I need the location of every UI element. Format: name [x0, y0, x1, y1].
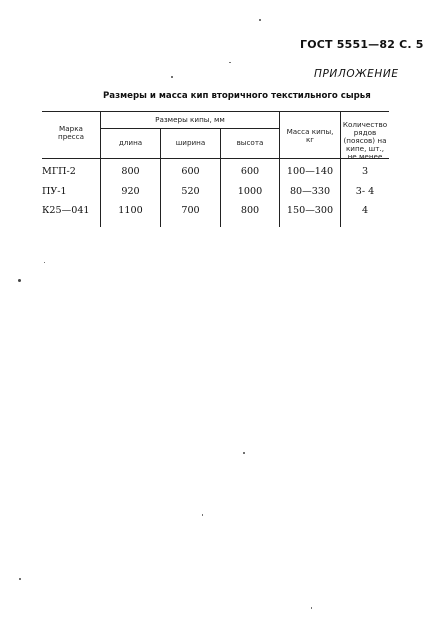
appendix-label: ПРИЛОЖЕНИЕ [314, 68, 399, 80]
cell-brand: ПУ-1 [42, 186, 67, 197]
gost-page-header: ГОСТ 5551—82 С. 5 [300, 38, 424, 51]
cell-rows-count: 3 [361, 166, 369, 177]
cell-length: 800 [121, 166, 140, 177]
cell-height: 800 [240, 205, 260, 216]
header-height: высота [236, 138, 264, 147]
cell-height: 600 [240, 166, 260, 177]
cell-rows-count: 3- 4 [355, 186, 375, 197]
cell-mass: 80—330 [289, 186, 331, 197]
table-top-border [42, 111, 389, 112]
scan-speck [311, 607, 312, 609]
cell-mass: 100—140 [286, 166, 334, 177]
scan-speck [18, 279, 21, 282]
table-dimensions-subheader-line [100, 128, 279, 129]
scan-speck [44, 262, 45, 263]
cell-rows-count: 4 [361, 205, 369, 216]
cell-width: 520 [181, 186, 200, 197]
scan-speck [19, 578, 21, 580]
scan-speck [259, 19, 261, 21]
table-title: Размеры и масса кип вторичного текстильного сырья [103, 91, 371, 101]
cell-width: 600 [181, 166, 200, 177]
cell-brand: МГП-2 [42, 166, 76, 177]
cell-length: 1100 [118, 205, 143, 216]
table-header-bottom-border [42, 158, 389, 159]
scan-speck [229, 62, 231, 63]
header-dimensions-group: Размеры кипы, мм [155, 115, 225, 124]
header-mass: Масса кипы, кг [286, 127, 334, 144]
cell-height: 1000 [237, 186, 263, 197]
cell-length: 920 [121, 186, 140, 197]
scan-speck [243, 452, 245, 454]
cell-brand: К25—041 [42, 205, 90, 216]
header-brand: Марка пресса [58, 124, 84, 141]
cell-width: 700 [181, 205, 200, 216]
header-rows-count: Количество рядов (поясов) на кипе, шт., не менее [342, 120, 388, 161]
header-length: длина [118, 138, 143, 147]
header-width: ширина [175, 138, 206, 147]
scan-speck [202, 514, 203, 516]
cell-mass: 150—300 [286, 205, 334, 216]
scan-speck [171, 76, 173, 78]
